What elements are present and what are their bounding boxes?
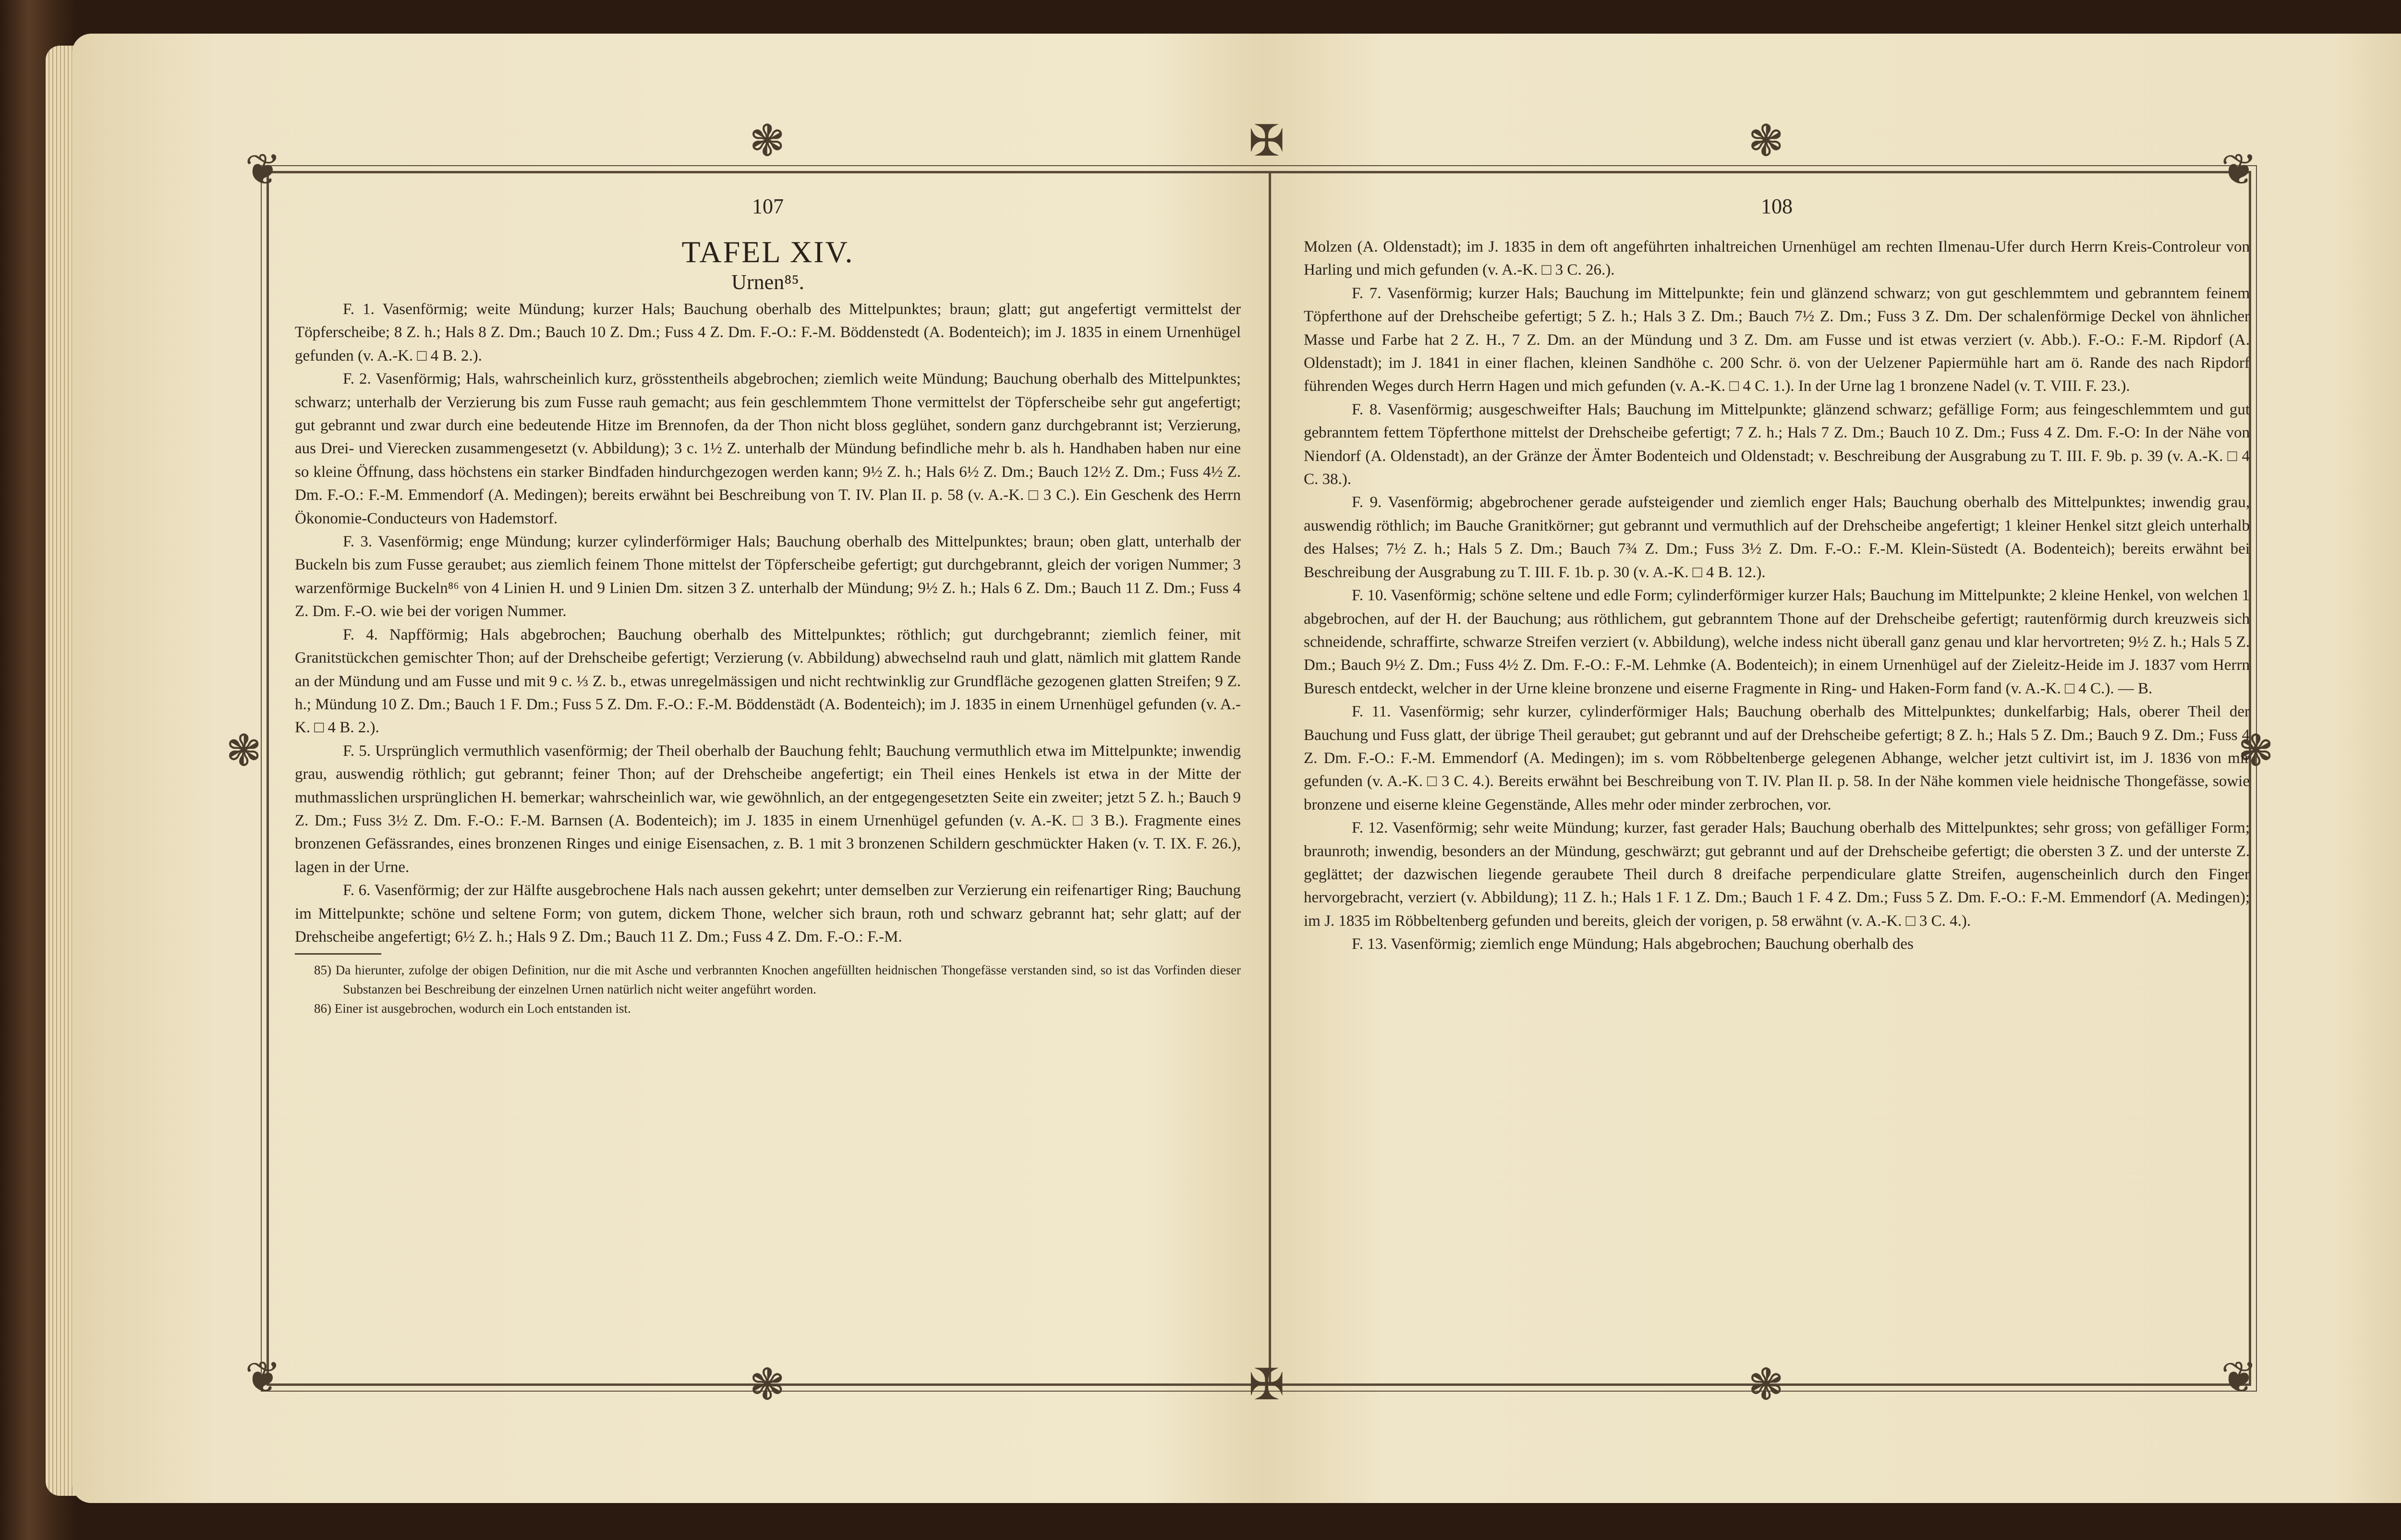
entry-paragraph: F. 12. Vasenförmig; sehr weite Mündung; kurzer, fast gerader Hals; Bauchung oberhalb des Mittelpunktes; sehr gross; von gefälliger Form; braunroth; inwendig, besonders an der Mündung, geschwärzt; gut gebrannt und auf der Drehscheibe gefertigt; die obersten 3 Z. und der unterste Z. geglättet; der dazwischen liegende geraubete Theil durch 8 dreifache perpendiculare glatte Streifen, augenscheinlich durch den Finger hervorgebracht, verziert (v. Abbildung); 11 Z. h.; Hals 1 F. 1 Z. Dm.; Bauch 1 F. 4 Z. Dm.; Fuss 5 Z. Dm. F.-O.: F.-M. Emmendorf (A. Medingen); im J. 1835 im Röbbeltenberg gefunden und bereits, gleich der vorigen, p. 58 erwähnt (v. A.-K. □ 3 C. 4.). — [1304, 819, 2250, 930]
entry-paragraph: F. 9. Vasenförmig; abgebrochener gerade aufsteigender und ziemlich enger Hals; Bauchung oberhalb des Mittelpunktes; inwendig grau, auswendig röthlich; im Bauche Granitkörner; gut gebrannt und vermuthlich auf der Drehscheibe angefertigt; 1 kleiner Henkel sitzt gleich unterhalb des Halses; 7½ Z. h.; Hals 5 Z. Dm.; Bauch 7¾ Z. Dm.; Fuss 3½ Z. Dm. F.-O.: F.-M. Klein-Süstedt (A. Bodenteich); bereits erwähnt bei Beschreibung der Ausgrabung zu T. III. F. 1b. p. 30 (v. A.-K. □ 4 B. 12.). — [1304, 494, 2250, 581]
page-number: 108 — [1761, 194, 1793, 218]
entry-paragraph: F. 2. Vasenförmig; Hals, wahrscheinlich kurz, grösstentheils abgebrochen; ziemlich weite Mündung; Bauchung oberhalb des Mittelpunktes; schwarz; unterhalb der Verzierung bis zum Fusse rauh gemacht; aus fein geschlemmtem Thone vermittelst der Töpferscheibe sehr gut angefertigt; gut gebrannt und zwar durch eine bedeutende Hitze im Brennofen, da der Thon nicht bloss geglühet, sondern ganz durchgebrannt ist; Verzierung, aus Drei- und Vierecken zusammengesetzt (v. Abbildung); 3 c. 1½ Z. unterhalb der Mündung befindliche mehr b. als h. Handhaben haben nur eine so kleine Öffnung, dass höchstens ein starker Bindfaden hindurchgezogen werden kann; 9½ Z. h.; Hals 6½ Z. Dm.; Bauch 12½ Z. Dm.; Fuss 4½ Z. Dm. F.-O.: F.-M. Emmendorf (A. Medingen); bereits erwähnt bei Beschreibung von T. IV. Plan II. p. 58 (v. A.-K. □ 3 C.). Ein Geschenk des Herrn Ökonomie-Conducteurs von Hademstorf. — [295, 370, 1241, 527]
top-left-ornament-icon: ❃ — [749, 118, 786, 165]
bottom-center-ornament-icon: ✠ — [1249, 1361, 1285, 1409]
plate-subtitle: Urnen⁸⁵. — [731, 270, 804, 294]
bottom-right-ornament-icon: ❃ — [1748, 1361, 1784, 1409]
corner-ornament-icon: ❦ — [2221, 1354, 2257, 1402]
left-side-ornament-icon: ❃ — [226, 728, 262, 775]
footnote: 86) Einer ist ausgebrochen, wodurch ein Loch entstanden ist. — [314, 1001, 631, 1016]
top-right-ornament-icon: ❃ — [1748, 118, 1784, 165]
entry-paragraph: F. 5. Ursprünglich vermuthlich vasenförmig; der Theil oberhalb der Bauchung fehlt; Bauchung vermuthlich etwa im Mittelpunkte; inwendig grau, auswendig röthlich; gut gebrannt; feiner Thon; auf der Drehscheibe angefertigt; ein Theil eines Henkels ist etwa in der Mitte der muthmasslichen ursprünglichen H. bemerkar; wahrscheinlich war, wie gewöhnlich, an der entgegengesetzten Seite ein zweiter; jetzt 5 Z. h.; Bauch 9 Z. Dm.; Fuss 3½ Z. Dm. F.-O.: F.-M. Barnsen (A. Bodenteich); im J. 1835 in einem Urnenhügel gefunden (v. A.-K. □ 3 B.). Fragmente eines bronzenen Gefässrandes, eines bronzenen Ringes und einige Eisensachen, z. B. 1 mit 3 bronzenen Schildern geschmückter Haken (v. T. IX. F. 26.), lagen in der Urne. — [295, 742, 1241, 876]
entry-paragraph: F. 10. Vasenförmig; schöne seltene und edle Form; cylinderförmiger kurzer Hals; Bauchung im Mittelpunkte; 2 kleine Henkel, von welchen 1 abgebrochen, auf der H. der Bauchung; aus röthlichem, gut gebranntem Thone auf der Drehscheibe gefertigt; rautenförmig durch kreuzweis sich schneidende, schraffirte, schwarze Streifen verziert (v. Abbildung), welche indess nicht überall ganz genau und klar hervortreten; 9½ Z. h.; Hals 5 Z. Dm.; Bauch 9½ Z. Dm.; Fuss 4½ Z. Dm. F.-O.: F.-M. Lehmke (A. Bodenteich); in einem Urnenhügel auf der Zieleitz-Heide im J. 1837 vom Herrn Buresch entdeckt, welcher in der Urne kleine bronzene und eiserne Fragmente in Ring- und Haken-Form fand (v. A.-K. □ 4 C.). — B. — [1304, 587, 2250, 697]
entry-paragraph: F. 13. Vasenförmig; ziemlich enge Mündung; Hals abgebrochen; Bauchung oberhalb des — [1352, 935, 1914, 953]
page-number: 107 — [752, 194, 784, 218]
entry-paragraph: Molzen (A. Oldenstadt); im J. 1835 in dem oft angeführten inhaltreichen Urnenhügel am rechten Ilmenau-Ufer durch Herrn Kreis-Controleur von Harling und mich gefunden (v. A.-K. □ 3 C. 26.). — [1304, 238, 2250, 279]
bottom-left-ornament-icon: ❃ — [749, 1361, 786, 1409]
top-center-ornament-icon: ✠ — [1249, 118, 1285, 165]
footnote: 85) Da hierunter, zufolge der obigen Definition, nur die mit Asche und verbrannten Knochen angefüllten heidnischen Thongefässe verstanden sind, so ist das Vorfinden dieser Substanzen bei Beschreibung der einzelnen Urnen natürlich nicht weiter angeführt worden. — [314, 963, 1241, 997]
entry-paragraph: F. 3. Vasenförmig; enge Mündung; kurzer cylinderförmiger Hals; Bauchung oberhalb des Mittelpunktes; braun; oben glatt, unterhalb der Buckeln bis zum Fusse geraubet; aus ziemlich feinem Thone mittelst der Töpferscheibe gefertigt; gut durchgebrannt, gleich der vorigen Nummer; 3 warzenförmige Buckeln⁸⁶ von 4 Linien H. und 9 Linien Dm. sitzen 3 Z. unterhalb der Mündung; 9½ Z. h.; Hals 6 Z. Dm.; Bauch 11 Z. Dm.; Fuss 4 Z. Dm. F.-O. wie bei der vorigen Nummer. — [295, 533, 1241, 620]
entry-paragraph: F. 7. Vasenförmig; kurzer Hals; Bauchung im Mittelpunkte; fein und glänzend schwarz; von gut geschlemmtem und gebranntem feinem Töpferthone auf der Drehscheibe gefertigt; 5 Z. h.; Hals 3 Z. Dm.; Bauch 7½ Z. Dm.; Fuss 3 Z. Dm. Der schalenförmige Deckel von ähnlicher Masse und Farbe hat 2 Z. H., 7 Z. Dm. an der Mündung und 3 Z. Dm. am Fusse und ist etwas verziert (v. Abb.). F.-O.: F.-M. Ripdorf (A. Oldenstadt); im J. 1841 in einer flachen, kleinen Sandhöhe c. 200 Schr. ö. von der Uelzener Papiermühle hart am ö. Rande des nach Ripdorf führenden Weges durch Herrn Hagen und mich gefunden (v. A.-K. □ 4 C. 1.). In der Urne lag 1 bronzene Nadel (v. T. VIII. F. 23.). — [1304, 284, 2250, 395]
corner-ornament-icon: ❦ — [245, 1354, 281, 1402]
right-side-ornament-icon: ❃ — [2238, 728, 2274, 775]
right-page — [1304, 192, 2250, 956]
entry-paragraph: F. 8. Vasenförmig; ausgeschweifter Hals; Bauchung im Mittelpunkte; glänzend schwarz; gefällige Form; aus feingeschlemmtem und gut gebranntem fettem Töpferthone mittelst der Drehscheibe gefertigt; 7 Z. h.; Hals 7 Z. Dm.; Bauch 10 Z. Dm.; Fuss 4 Z. Dm. F.-O: In der Nähe von Niendorf (A. Oldenstadt), an der Gränze der Ämter Bodenteich und Oldenstadt; v. Beschreibung der Ausgrabung zu T. III. F. 9b. p. 39 (v. A.-K. □ 4 C. 38.). — [1304, 400, 2250, 488]
left-page — [295, 192, 1241, 1018]
corner-ornament-icon: ❦ — [245, 146, 281, 194]
footnote-rule — [295, 953, 381, 955]
plate-title: TAFEL XIV. — [681, 235, 854, 269]
entry-paragraph: F. 4. Napfförmig; Hals abgebrochen; Bauchung oberhalb des Mittelpunktes; röthlich; gut durchgebrannt; ziemlich feiner, mit Granitstückchen gemischter Thon; auf der Drehscheibe gefertigt; Verzierung (v. Abbildung) abwechselnd rauh und glatt, nämlich mit glattem Rande an der Mündung und am Fusse und mit 9 c. ⅓ Z. b., etwas unregelmässigen und nicht rechtwinklig zur Grundfläche gezogenen glatten Streifen; 9 Z. h.; Mündung 10 Z. Dm.; Bauch 1 F. Dm.; Fuss 5 Z. Dm. F.-O.: F.-M. Böddenstädt (A. Bodenteich); im J. 1835 in einem Urnenhügel gefunden (v. A.-K. □ 4 B. 2.). — [295, 626, 1241, 737]
entry-paragraph: F. 1. Vasenförmig; weite Mündung; kurzer Hals; Bauchung oberhalb des Mittelpunktes; braun; glatt; gut angefertigt vermittelst der Töpferscheibe; 8 Z. h.; Hals 8 Z. Dm.; Bauch 10 Z. Dm.; Fuss 4 Z. Dm. F.-O.: F.-M. Böddenstedt (A. Bodenteich); im J. 1835 in einem Urnenhügel gefunden (v. A.-K. □ 4 B. 2.). — [295, 301, 1241, 364]
entry-paragraph: F. 6. Vasenförmig; der zur Hälfte ausgebrochene Hals nach aussen gekehrt; unter demselben zur Verzierung ein reifenartiger Ring; Bauchung im Mittelpunkte; schöne und seltene Form; von gutem, dickem Thone, welcher sich braun, roth und schwarz gebrannt hat; sehr glatt; auf der Drehscheibe angefertigt; 6½ Z. h.; Hals 9 Z. Dm.; Bauch 11 Z. Dm.; Fuss 4 Z. Dm. F.-O.: F.-M. — [295, 882, 1241, 946]
entry-paragraph: F. 11. Vasenförmig; sehr kurzer, cylinderförmiger Hals; Bauchung oberhalb des Mittelpunktes; dunkelfarbig; Hals, oberer Theil der Bauchung und Fuss glatt, der übrige Theil geraubet; gut gebrannt und auf der Drehscheibe gefertigt; 8 Z. h.; Hals 5 Z. Dm.; Bauch 9 Z. Dm.; Fuss 4 Z. Dm. F.-O.: F.-M. Emmendorf (A. Medingen); im s. vom Röbbeltenberge gelegenen Abhange, welcher jetzt cultivirt ist, im J. 1836 von mir gefunden (v. A.-K. □ 3 C. 4.). Bereits erwähnt bei Beschreibung von T. IV. Plan II. p. 58. In der Nähe kommen viele heidnische Thongefässe, sowie bronzene und eiserne kleine Gegenstände, Alles mehr oder minder zerbrochen, vor. — [1304, 703, 2250, 813]
page-divider — [1269, 171, 1271, 1385]
corner-ornament-icon: ❦ — [2221, 146, 2257, 194]
